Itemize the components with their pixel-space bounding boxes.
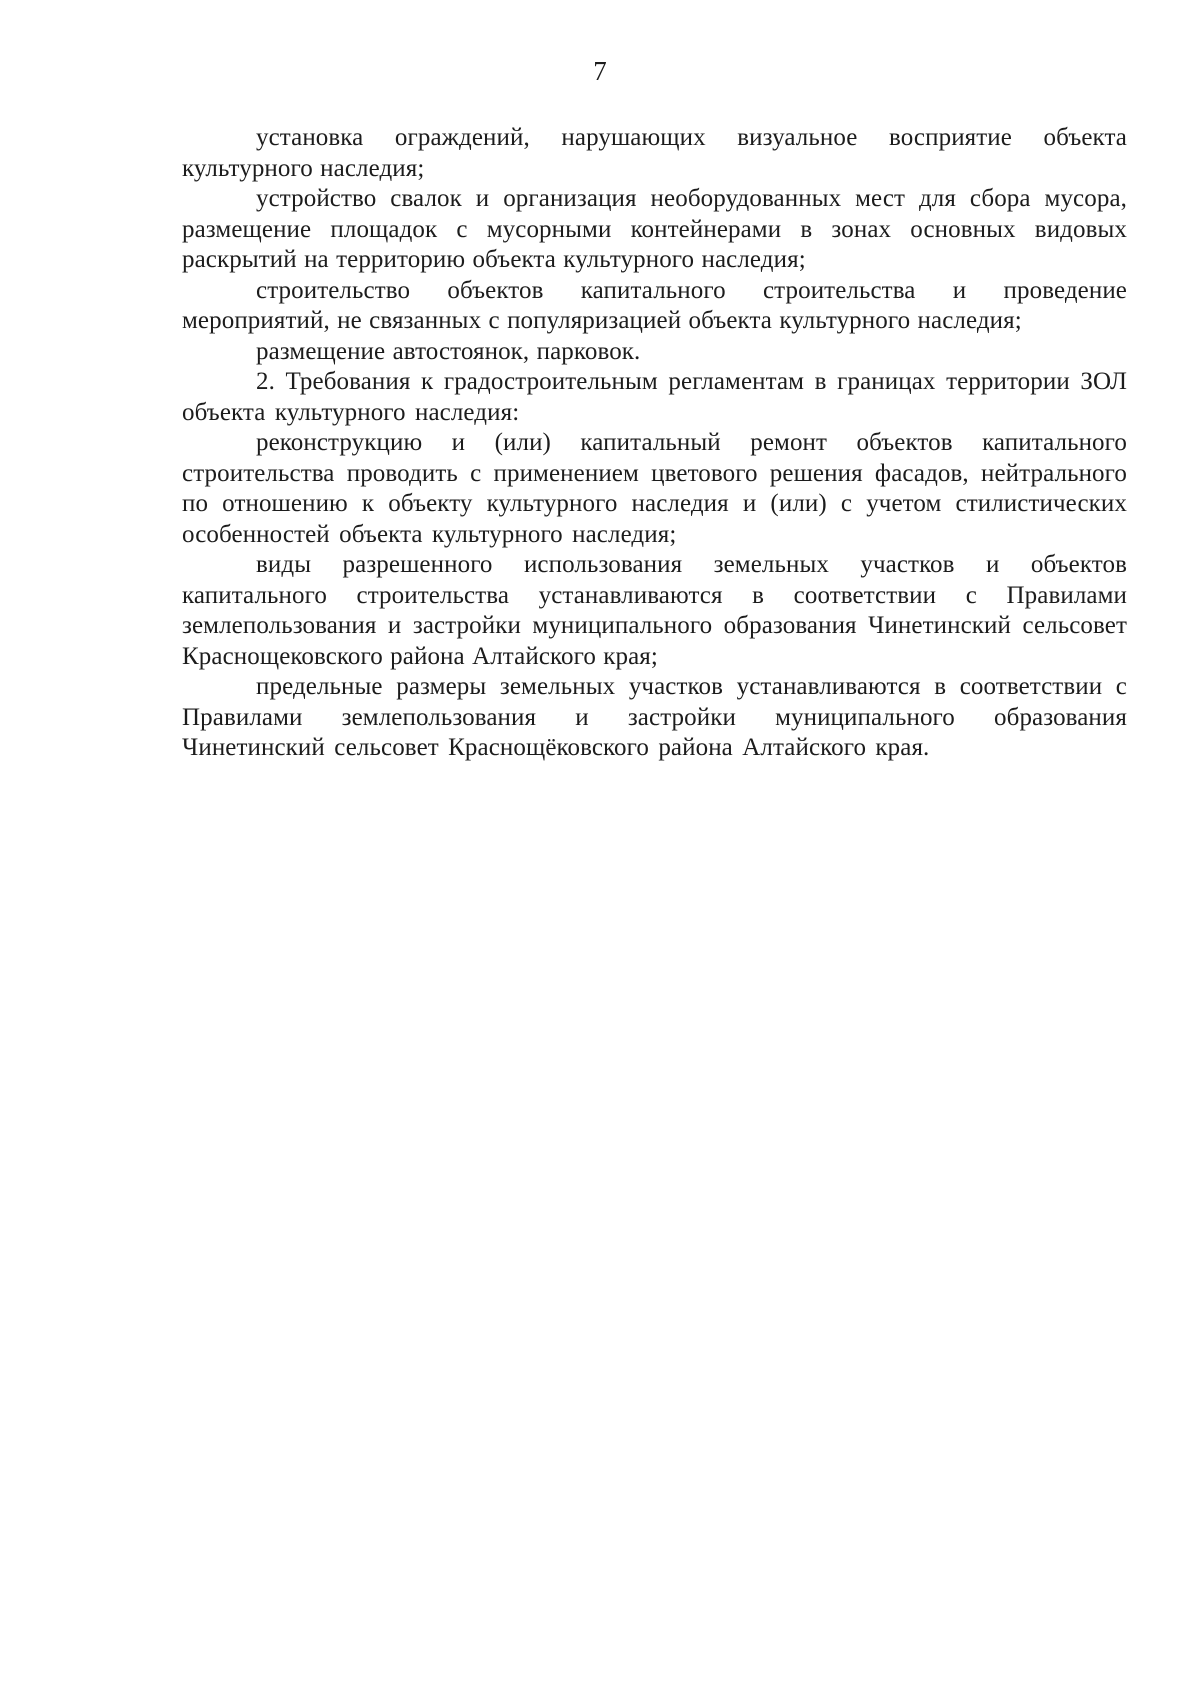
paragraph-plot-sizes: предельные размеры земельных участков устанавливаются в соответствии с Правилами землепользования и застройки муниципального образования Чинетинский сельсовет Краснощёковского района Алтайского края. — [182, 673, 1127, 761]
paragraph-reconstruction: реконструкцию и (или) капитальный ремонт объектов капитального строительства проводить с применением цветового решения фасадов, нейтрального по отношению к объекту культурного наследия и (или) с учетом стилистических особенностей объекта культурного наследия; — [182, 429, 1127, 548]
paragraph-fences: установка ограждений, нарушающих визуальное восприятие объекта культурного наследия; — [182, 124, 1127, 182]
paragraph-permitted-use: виды разрешенного использования земельных участков и объектов капитального строительства устанавливаются в соответствии с Правилами землепользования и застройки муниципального образования Чинетинский сельсовет Краснощековского района Алтайского края; — [182, 551, 1127, 670]
page-number: 7 — [593, 56, 607, 86]
document-body — [182, 123, 1127, 764]
paragraph-dumps: устройство свалок и организация необорудованных мест для сбора мусора, размещение площадок с мусорными контейнерами в зонах основных видовых раскрытий на территорию объекта культурного наследия; — [182, 185, 1127, 273]
paragraph-parking: размещение автостоянок, парковок. — [256, 337, 641, 365]
paragraph-requirements-heading: 2. Требования к градостроительным регламентам в границах территории ЗОЛ объекта культурного наследия: — [182, 368, 1127, 426]
paragraph-construction: строительство объектов капитального строительства и проведение мероприятий, не связанных с популяризацией объекта культурного наследия; — [182, 276, 1127, 334]
